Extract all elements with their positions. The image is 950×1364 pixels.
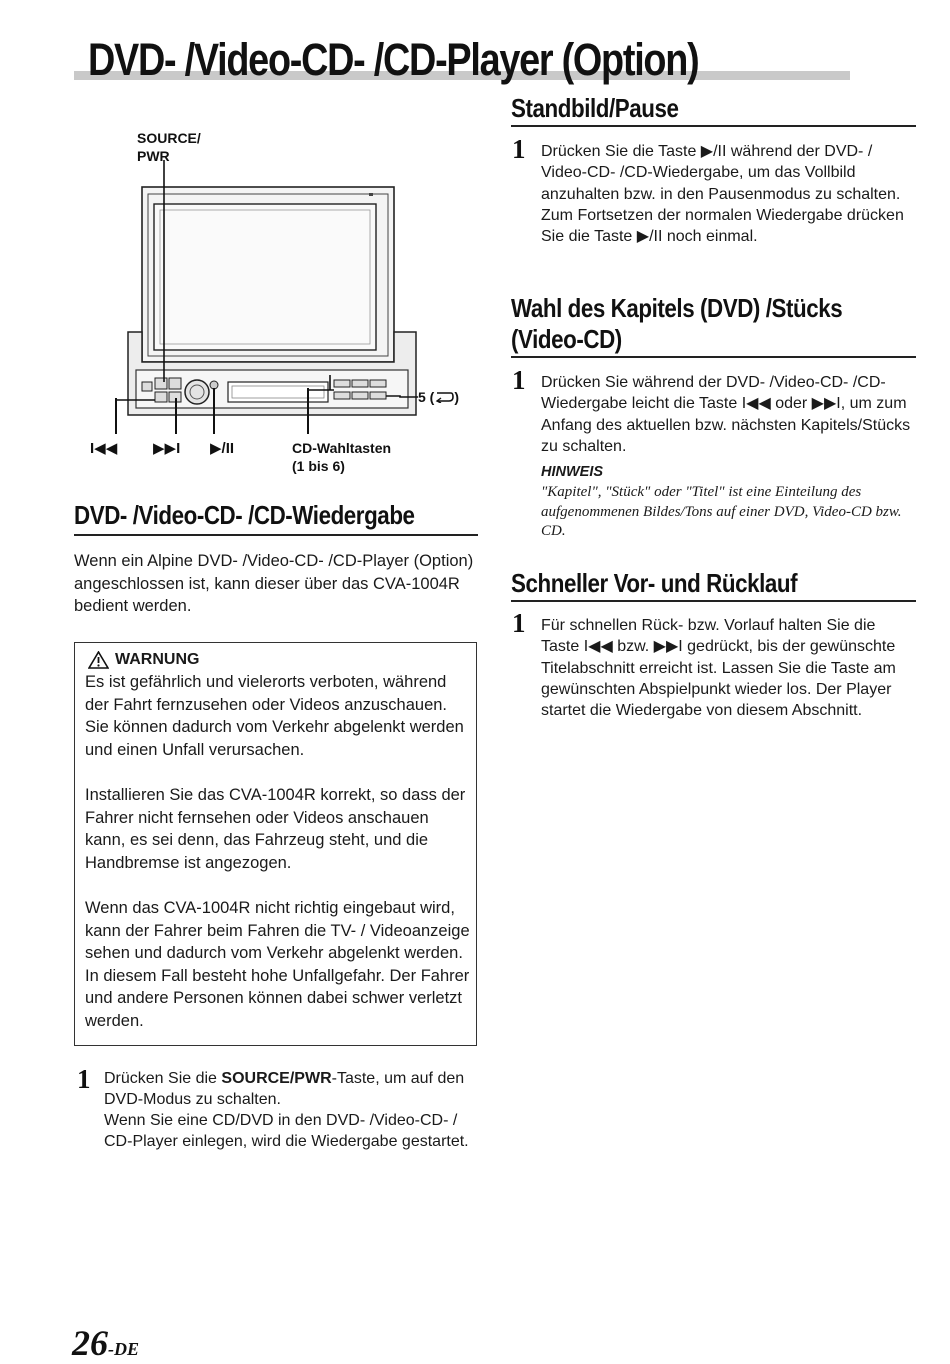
label-next-icon: ▶▶I [153, 440, 181, 457]
warning-title: WARNUNG [88, 651, 199, 669]
left-intro: Wenn ein Alpine DVD- /Video-CD- /CD-Player (Option) angeschlossen ist, kann dieser über das CVA-1004R bedient werden. [74, 552, 474, 615]
vorlauf-rule [511, 600, 916, 602]
standbild-rule [511, 125, 916, 127]
label-cd-presets: CD-Wahltasten (1 bis 6) [292, 440, 392, 474]
kapitel-step-number: 1 [512, 365, 526, 395]
standbild-heading: Standbild/Pause [511, 93, 679, 123]
left-section-heading: DVD- /Video-CD- /CD-Wiedergabe [74, 500, 415, 530]
label-source-pwr: SOURCE/ PWR [137, 130, 201, 164]
standbild-step-number: 1 [512, 134, 526, 164]
vorlauf-text: Für schnellen Rück- bzw. Vorlauf halten Sie die Taste I◀◀ bzw. ▶▶I gedrückt, bis der gewünschte Titelabschnitt erreicht ist. Lassen Sie die Taste am gewünschten Abspielpunkt wieder los. Der Player startet die Wiedergabe von diesem Abschnitt. [541, 617, 896, 720]
left-step-number: 1 [77, 1064, 91, 1094]
repeat-icon [434, 391, 454, 403]
left-step-text: Drücken Sie die SOURCE/PWR-Taste, um auf den DVD-Modus zu schalten. Wenn Sie eine CD/DVD in den DVD- /Video-CD- / CD-Player einlegen, wird die Wiedergabe gestartet. [104, 1070, 469, 1150]
warning-box [74, 642, 477, 1046]
page-title: DVD- /Video-CD- /CD-Player (Option) [88, 34, 699, 85]
leader-cd [307, 388, 309, 434]
standbild-text: Drücken Sie die Taste ▶/II während der DVD- / Video-CD- /CD-Wiedergabe, um das Vollbild anzuhalten bzw. in den Pausenmodus zu schalten. Zum Fortsetzen der normalen Wiedergabe drücken Sie die Taste ▶/II noch einmal. [541, 143, 904, 246]
kapitel-heading-line2: (Video-CD) [511, 324, 622, 354]
left-heading-rule [74, 534, 478, 536]
leader-playpause [213, 388, 215, 434]
hinweis-text: "Kapitel", "Stück" oder "Titel" ist eine Einteilung des aufgenommenen Bildes/Tons auf einer DVD, Video-CD bzw. CD. [541, 484, 902, 539]
warning-paragraph: Installieren Sie das CVA-1004R korrekt, so dass der Fahrer nicht fernsehen oder Videos anschauen kann, es sei denn, das Fahrzeug steht, und die Handbremse ist angezogen. [85, 786, 466, 872]
warning-text [85, 671, 470, 1055]
page-number: 26-DE [72, 1323, 139, 1363]
warning-triangle-icon [88, 651, 109, 669]
kapitel-rule [511, 356, 916, 358]
vorlauf-step-number: 1 [512, 608, 526, 638]
warning-paragraph: Wenn das CVA-1004R nicht richtig eingebaut wird, kann der Fahrer beim Fahren die TV- / Videoanzeige sehen und dadurch vom Verkehr abgelenkt werden. In diesem Fall besteht hohe Unfallgefahr. Der Fahrer und andere Personen können dabei schwer verletzt werden. [85, 899, 470, 1030]
leader-next [175, 398, 177, 434]
label-prev-icon: I◀◀ [90, 440, 118, 457]
warning-paragraph: Es ist gefährlich und vielerorts verboten, während der Fahrt fernzusehen oder Videos anzuschauen. Sie können dadurch vom Verkehr abgelenkt werden und einen Unfall verursachen. [85, 673, 464, 759]
head-unit-illustration [80, 160, 480, 420]
leader-prev [115, 398, 117, 434]
label-playpause-icon: ▶/II [210, 440, 235, 457]
label-preset-5: 5 ( ) [418, 389, 460, 405]
hinweis-label: HINWEIS [541, 464, 604, 480]
kapitel-text: Drücken Sie während der DVD- /Video-CD- /CD-Wiedergabe leicht die Taste I◀◀ oder ▶▶I, um zum Anfang des aktuellen bzw. nächsten Kapitels/Stücks zu schalten. [541, 374, 911, 455]
vorlauf-heading: Schneller Vor- und Rücklauf [511, 568, 798, 598]
kapitel-heading-line1: Wahl des Kapitels (DVD) /Stücks [511, 293, 843, 323]
